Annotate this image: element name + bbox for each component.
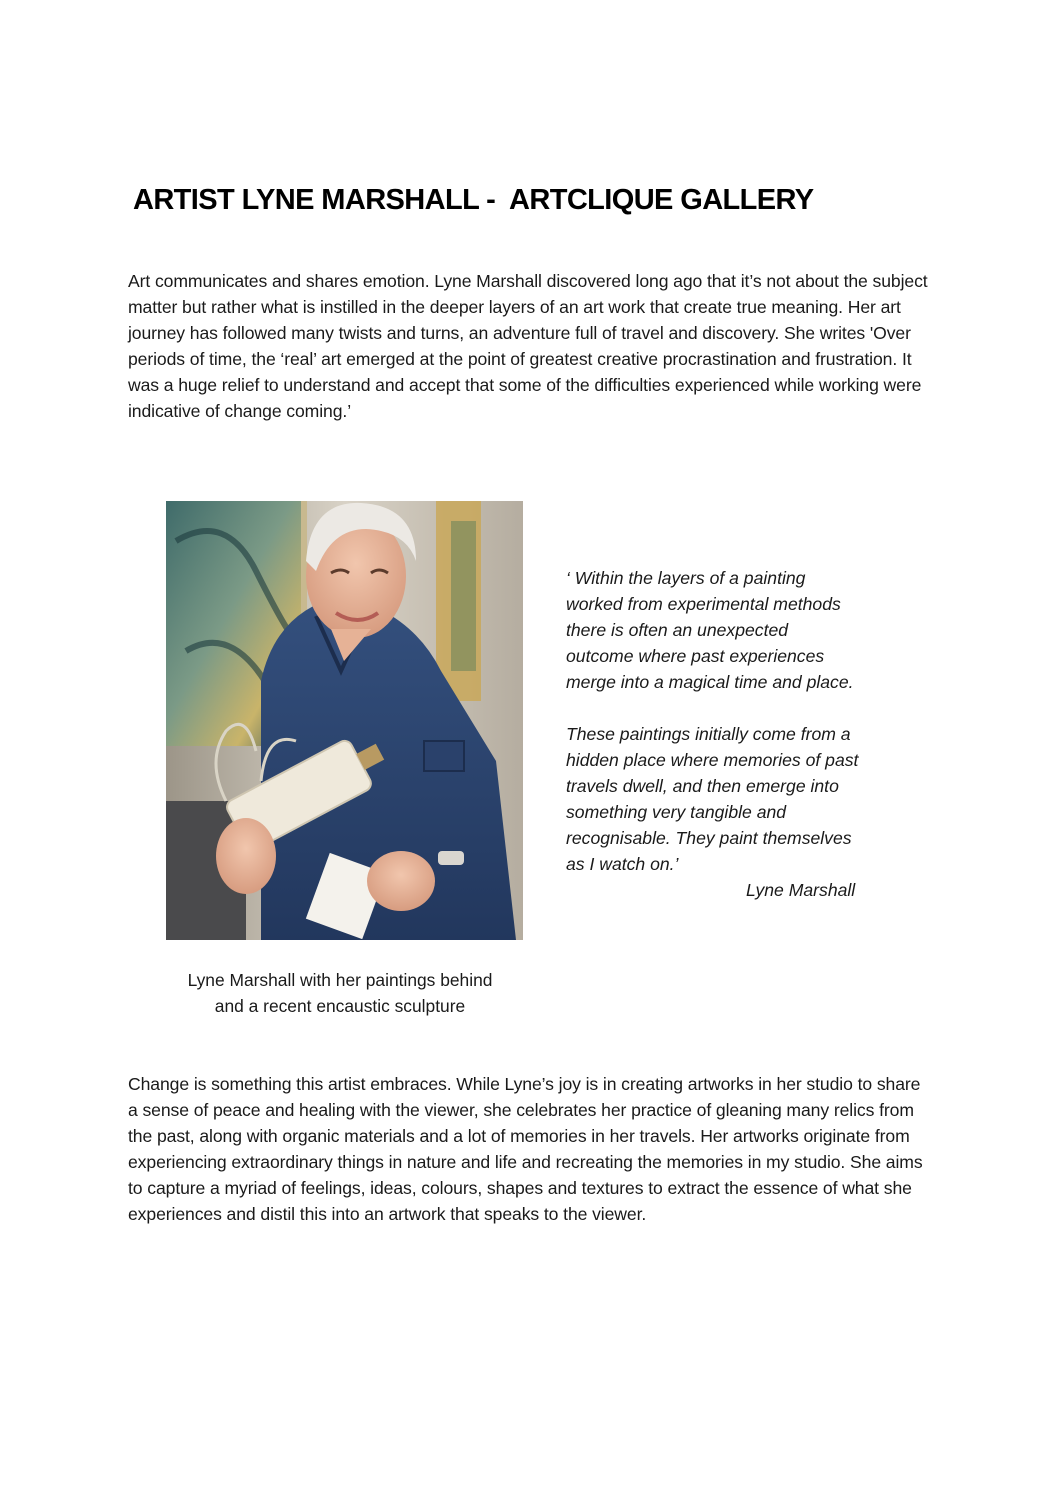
quote-line: merge into a magical time and place. [566, 672, 854, 692]
quote-line: something very tangible and [566, 802, 787, 822]
page-title: ARTIST LYNE MARSHALL - ARTCLIQUE GALLERY [133, 184, 814, 216]
quote-line: outcome where past experiences [566, 646, 825, 666]
caption-line: and a recent encaustic sculpture [214, 996, 466, 1016]
closing-paragraph: Change is something this artist embraces. While Lyne’s joy is in creating artworks in her studio to share a sense of peace and healing with the viewer, she celebrates her practice of gleaning many relics from the past, along with organic materials and a lot of memories in her travels. Her artworks originate from experiencing extraordinary things in nature and life and recreating the memories in my studio. She aims to capture a myriad of feelings, ideas, colours, shapes and textures to extract the essence of what she experiences and distil this into an artwork that speaks to the viewer. [128, 1074, 923, 1224]
quote-line: recognisable. They paint themselves [566, 828, 852, 848]
quote-author: Lyne Marshall [746, 880, 856, 900]
artist-quote [566, 565, 926, 903]
quote-line: hidden place where memories of past [566, 750, 859, 770]
quote-line: These paintings initially come from a [566, 724, 851, 744]
intro-paragraph: Art communicates and shares emotion. Lyne Marshall discovered long ago that it’s not about the subject matter but rather what is instilled in the deeper layers of an art work that create true meaning. Her art journey has followed many twists and turns, an adventure full of travel and discovery. She writes 'Over periods of time, the ‘real’ art emerged at the point of greatest creative procrastination and frustration. It was a huge relief to understand and accept that some of the difficulties experienced while working were indicative of change coming.’ [128, 271, 928, 421]
photo-caption [150, 967, 530, 1019]
quote-line: ‘ Within the layers of a painting [566, 568, 806, 588]
quote-line: as I watch on.’ [566, 854, 679, 874]
caption-line: Lyne Marshall with her paintings behind [187, 970, 493, 990]
quote-line: worked from experimental methods [566, 594, 841, 614]
quote-line: travels dwell, and then emerge into [566, 776, 839, 796]
quote-line: there is often an unexpected [566, 620, 789, 640]
artist-photo [166, 501, 523, 940]
